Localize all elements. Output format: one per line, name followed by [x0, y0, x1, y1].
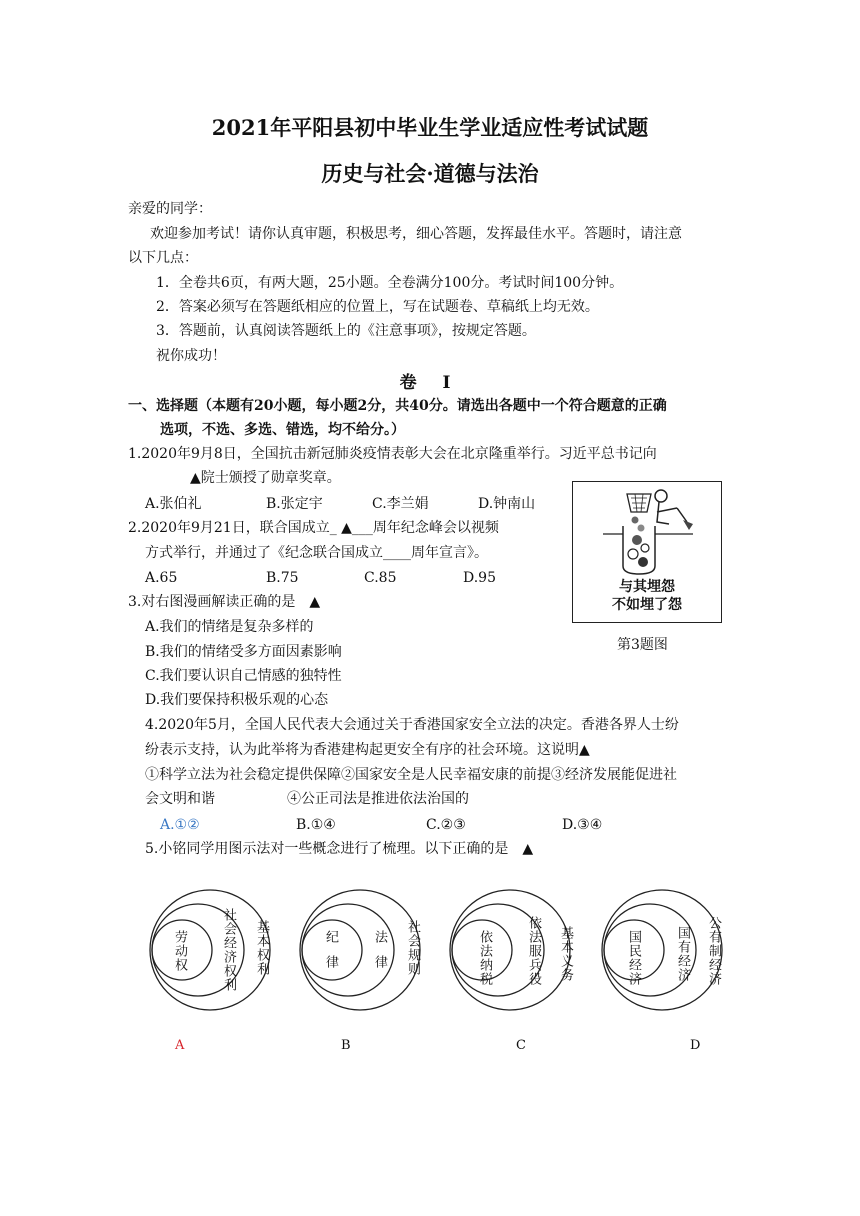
- cartoon-caption-1: 与其埋怨: [619, 579, 675, 595]
- greeting: 亲爱的同学：: [128, 201, 212, 217]
- cartoon-caption-2: 不如埋了怨: [612, 597, 682, 613]
- diagram-c-middle: 依法服兵役: [526, 916, 541, 986]
- exam-subtitle: 历史与社会·道德与法治: [321, 161, 539, 186]
- q2-option-b: B.75: [266, 570, 299, 586]
- q3-stem: 3.对右图漫画解读正确的是 ▲: [128, 594, 321, 610]
- diagram-a-outer: 基本权利: [254, 920, 269, 976]
- q3-option-d: D.我们要保持积极乐观的心态: [145, 692, 329, 708]
- q3-option-c: C.我们要认识自己情感的独特性: [145, 668, 342, 684]
- section1-instructions-1: 一、选择题（本题有20小题，每小题2分，共40分。请选出各题中一个符合题意的正确: [128, 398, 667, 414]
- q3-option-b: B.我们的情绪受多方面因素影响: [145, 644, 342, 660]
- diagram-d-inner: 国民经济: [626, 930, 641, 986]
- diagram-d-label: D: [690, 1038, 701, 1053]
- q4-stem-4b: ④公正司法是推进依法治国的: [287, 791, 469, 807]
- q1-option-c: C.李兰娟: [372, 496, 429, 512]
- diagram-a-middle: 社会经济权利: [221, 908, 236, 992]
- diagram-b-label: B: [341, 1038, 351, 1053]
- q4-option-c: C.②③: [426, 817, 466, 833]
- q2-stem-2: 方式举行，并通过了《纪念联合国成立____周年宣言》。: [145, 545, 488, 561]
- section-heading: 卷 Ⅰ: [399, 373, 461, 393]
- diagram-b-outer: 社会规则: [405, 920, 420, 976]
- q4-stem-3: ①科学立法为社会稳定提供保障②国家安全是人民幸福安康的前提③经济发展能促进社: [145, 767, 677, 783]
- diagram-d-middle: 国有经济: [675, 926, 690, 982]
- q1-stem-1: 1.2020年9月8日，全国抗击新冠肺炎疫情表彰大会在北京隆重举行。习近平总书记向: [128, 446, 657, 462]
- note-1: 1．全卷共6页，有两大题，25小题。全卷满分100分。考试时间100分钟。: [156, 275, 624, 291]
- q1-stem-2: ▲院士颁授了勋章奖章。: [190, 470, 341, 486]
- q4-stem-4a: 会文明和谐: [145, 791, 215, 807]
- q5-stem: 5.小铭同学用图示法对一些概念进行了梳理。以下正确的是 ▲: [145, 841, 534, 857]
- q2-option-c: C.85: [364, 570, 397, 586]
- diagram-a-inner: 劳动权: [172, 930, 187, 972]
- diagram-a-label: A: [175, 1038, 185, 1053]
- q2-option-a: A.65: [145, 570, 178, 586]
- diagram-b-inner: 纪律: [323, 930, 338, 980]
- q2-stem-1: 2.2020年9月21日，联合国成立_ ▲___周年纪念峰会以视频: [128, 520, 499, 536]
- q4-option-a: A.①②: [160, 817, 200, 833]
- exam-title: 2021年平阳县初中毕业生学业适应性考试试题: [211, 115, 649, 140]
- diagram-c-inner: 依法纳税: [477, 930, 492, 986]
- q1-option-a: A.张伯礼: [145, 496, 202, 512]
- q4-stem-1: 4.2020年5月，全国人民代表大会通过关于香港国家安全立法的决定。香港各界人士纷: [145, 717, 679, 733]
- q4-option-b: B.①④: [296, 817, 336, 833]
- wish: 祝你成功！: [156, 348, 226, 364]
- note-3: 3．答题前，认真阅读答题纸上的《注意事项》，按规定答题。: [156, 323, 536, 339]
- diagram-b-middle: 法律: [372, 930, 387, 980]
- q1-option-d: D.钟南山: [478, 496, 536, 512]
- figure-3-caption: 第3题图: [617, 637, 668, 653]
- q3-option-a: A.我们的情绪是复杂多样的: [145, 619, 314, 635]
- note-2: 2．答案必须写在答题纸相应的位置上，写在试题卷、草稿纸上均无效。: [156, 299, 599, 315]
- cartoon-figure: [572, 481, 722, 623]
- intro-line-2: 以下几点：: [128, 250, 198, 266]
- q1-option-b: B.张定宇: [266, 496, 323, 512]
- q4-option-d: D.③④: [562, 817, 603, 833]
- diagram-d-outer: 公有制经济: [706, 916, 721, 986]
- diagram-c-outer: 基本义务: [558, 926, 573, 982]
- intro-line-1: 欢迎参加考试！请你认真审题，积极思考，细心答题，发挥最佳水平。答题时，请注意: [150, 226, 682, 242]
- section1-instructions-2: 选项，不选、多选、错选，均不给分。）: [160, 422, 405, 438]
- q4-stem-2: 纷表示支持，认为此举将为香港建构起更安全有序的社会环境。这说明▲: [145, 742, 590, 758]
- diagram-c-label: C: [516, 1038, 526, 1053]
- q2-option-d: D.95: [463, 570, 496, 586]
